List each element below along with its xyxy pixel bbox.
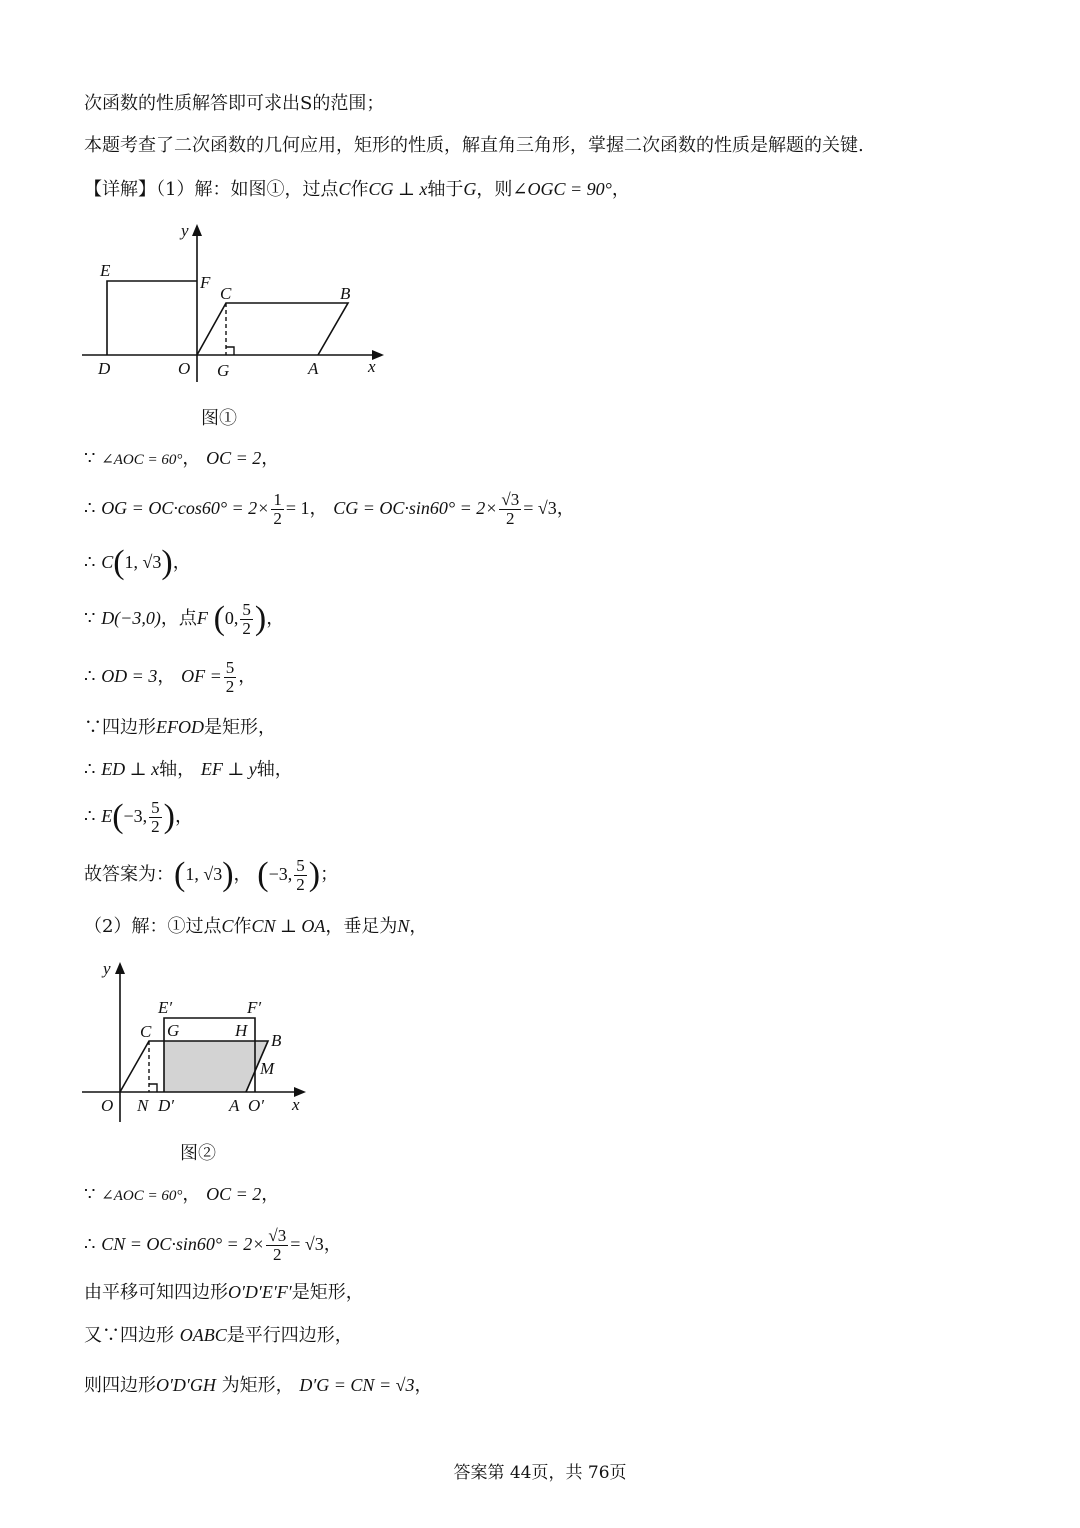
math: OABC <box>179 1325 227 1345</box>
figure-1 <box>78 218 398 388</box>
therefore-symbol: ∴ <box>84 498 96 519</box>
label-G: G <box>167 1021 180 1040</box>
text: ， <box>261 448 280 469</box>
label-y: y <box>103 959 111 978</box>
text: ， <box>414 1375 433 1396</box>
text: ， <box>182 448 201 469</box>
math: ∠AOC = 60° <box>101 452 183 468</box>
therefore-symbol: ∴ <box>84 1234 96 1255</box>
text: ，点 <box>160 608 197 629</box>
text-line: 故答案为：(1, √3)， (−3, $\frac{5}{2}$ )； <box>84 855 339 894</box>
label-N: N <box>137 1096 149 1115</box>
label-D: D <box>98 359 111 378</box>
text-line: ∴ E(−3, $\frac{5}{2}$ )， <box>84 797 193 836</box>
denominator: 2 <box>225 676 235 696</box>
denominator: 2 <box>273 1244 282 1264</box>
math: C <box>101 552 114 572</box>
text: ； <box>320 864 339 885</box>
text-line <box>84 757 293 782</box>
label-B: B <box>271 1031 282 1050</box>
math: D′G = CN = √3 <box>299 1375 415 1395</box>
label-D-prime: D′ <box>158 1096 174 1115</box>
text: 作 <box>350 179 369 200</box>
label-C: C <box>220 284 232 303</box>
math: C <box>338 179 351 199</box>
label-F-prime: F′ <box>247 998 262 1017</box>
label-F: F <box>200 273 211 292</box>
math: = 1 <box>285 498 310 518</box>
label-M: M <box>260 1059 275 1078</box>
page-footer: 答案第 44页，共 76页 <box>453 1463 627 1483</box>
text: ， <box>157 666 176 687</box>
text-line: 本题考查了二次函数的几何应用，矩形的性质，解直角三角形，掌握二次函数的性质是解题的关键. <box>84 135 864 156</box>
math: CG = OC·sin60° = 2× <box>333 498 498 518</box>
fraction <box>271 491 284 528</box>
numerator: 5 <box>225 657 235 677</box>
math: ∠AOC = 60° <box>101 1188 183 1204</box>
label-E: E <box>100 261 111 280</box>
fraction <box>266 1227 288 1264</box>
math: −3, <box>123 806 148 826</box>
text-line <box>84 1323 353 1348</box>
text: 由平移可知四边形 <box>84 1282 228 1303</box>
text: 为矩形， <box>221 1375 294 1396</box>
math: 1, √3 <box>124 552 162 572</box>
math: = √3 <box>523 498 557 518</box>
text: ，垂足为 <box>325 916 398 937</box>
math: 1, √3 <box>185 864 223 884</box>
math: ∠OGC = 90° <box>512 179 612 199</box>
figure-2 <box>78 956 328 1126</box>
math: O′D′E′F′ <box>228 1282 292 1302</box>
text: ， <box>556 498 575 519</box>
math: OC = 2 <box>206 1184 262 1204</box>
text: ∵四边形 <box>84 717 156 738</box>
therefore-symbol: ∴ <box>84 552 96 573</box>
math: D(−3,0) <box>101 608 161 628</box>
text: ， <box>266 608 285 629</box>
math: 0, <box>224 608 239 628</box>
fraction <box>224 659 237 696</box>
math: OD = 3 <box>101 666 158 686</box>
text-line <box>84 177 630 202</box>
text: ，则 <box>476 179 513 200</box>
text-line <box>84 1182 279 1208</box>
label-O: O <box>178 359 191 378</box>
math: OF = <box>181 666 222 686</box>
math: CG ⊥ x <box>368 179 428 199</box>
label-G: G <box>217 361 230 380</box>
text: ， <box>409 916 428 937</box>
text: 轴， <box>256 759 293 780</box>
text: （2）解：①过点 <box>84 916 222 937</box>
text: ， <box>611 179 630 200</box>
math: F <box>196 608 208 628</box>
text: 是矩形， <box>291 1282 364 1303</box>
text-line: 次函数的性质解答即可求出S的范围； <box>84 93 385 114</box>
label-C: C <box>140 1022 152 1041</box>
label-A: A <box>308 359 319 378</box>
numerator: 1 <box>273 489 282 509</box>
text: ， <box>323 1234 342 1255</box>
numerator: 5 <box>242 599 251 619</box>
text: ， <box>182 1184 201 1205</box>
label-E-prime: E′ <box>158 998 173 1017</box>
fraction <box>294 857 307 894</box>
text-line <box>84 1373 432 1398</box>
math: = √3 <box>290 1234 324 1254</box>
text-line: ∴ C(1, √3)， <box>84 544 191 581</box>
text-line <box>84 488 575 529</box>
math: EFOD <box>156 717 204 737</box>
math: C <box>221 916 234 936</box>
text: 又∵四边形 <box>84 1325 174 1346</box>
numerator: 5 <box>296 855 305 875</box>
label-H: H <box>235 1021 248 1040</box>
text-line <box>84 1224 342 1265</box>
therefore-symbol: ∴ <box>84 806 96 827</box>
because-symbol: ∵ <box>84 1184 96 1205</box>
text: ， <box>175 806 193 827</box>
text-line <box>84 446 279 472</box>
label-x: x <box>292 1095 300 1114</box>
label-O: O <box>101 1096 114 1115</box>
text-line <box>84 914 427 939</box>
numerator: √3 <box>268 1225 287 1245</box>
text: ， <box>233 864 252 885</box>
text-line <box>84 715 276 740</box>
fraction <box>240 601 253 638</box>
text: 故答案为： <box>84 864 174 885</box>
denominator: 2 <box>242 618 251 638</box>
fraction <box>499 491 521 528</box>
text-line <box>84 1280 364 1305</box>
denominator: 2 <box>506 508 515 528</box>
math: OG = OC·cos60° = 2× <box>101 498 270 518</box>
because-symbol: ∵ <box>84 608 96 629</box>
figure-2-caption: 图② <box>180 1143 216 1164</box>
label-B: B <box>340 284 351 303</box>
text: 轴， <box>159 759 196 780</box>
figure-1-caption: 图① <box>201 408 237 429</box>
text: 是平行四边形， <box>226 1325 353 1346</box>
text: ， <box>172 552 191 573</box>
math: −3, <box>268 864 293 884</box>
label-y: y <box>181 221 189 240</box>
denominator: 2 <box>151 816 160 836</box>
text: ， <box>238 666 257 687</box>
label-A: A <box>229 1096 240 1115</box>
text: ， <box>261 1184 280 1205</box>
text: 作 <box>233 916 252 937</box>
numerator: √3 <box>501 489 520 509</box>
therefore-symbol: ∴ <box>84 666 96 687</box>
math: ED ⊥ x <box>101 759 160 779</box>
math: OC = 2 <box>206 448 262 468</box>
math: CN ⊥ OA <box>251 916 326 936</box>
because-symbol: ∵ <box>84 448 96 469</box>
text: 是矩形， <box>204 717 276 738</box>
text: ， <box>309 498 328 519</box>
denominator: 2 <box>296 874 305 894</box>
math: CN = OC·sin60° = 2× <box>101 1234 265 1254</box>
label-x: x <box>368 357 376 376</box>
text: 轴于 <box>427 179 464 200</box>
math: N <box>397 916 410 936</box>
numerator: 5 <box>151 797 160 817</box>
text: 则四边形 <box>84 1375 156 1396</box>
math: O′D′GH <box>156 1375 216 1395</box>
therefore-symbol: ∴ <box>84 759 96 780</box>
text-line <box>84 656 256 697</box>
text: 【详解】（1）解：如图①，过点 <box>84 179 339 200</box>
math: G <box>463 179 477 199</box>
fraction <box>149 799 162 836</box>
text-line: ∵ D(−3,0)，点F (0, $\frac{5}{2}$ )， <box>84 599 285 638</box>
denominator: 2 <box>273 508 282 528</box>
math: E <box>101 806 113 826</box>
math: EF ⊥ y <box>200 759 257 779</box>
label-O-prime: O′ <box>248 1096 264 1115</box>
